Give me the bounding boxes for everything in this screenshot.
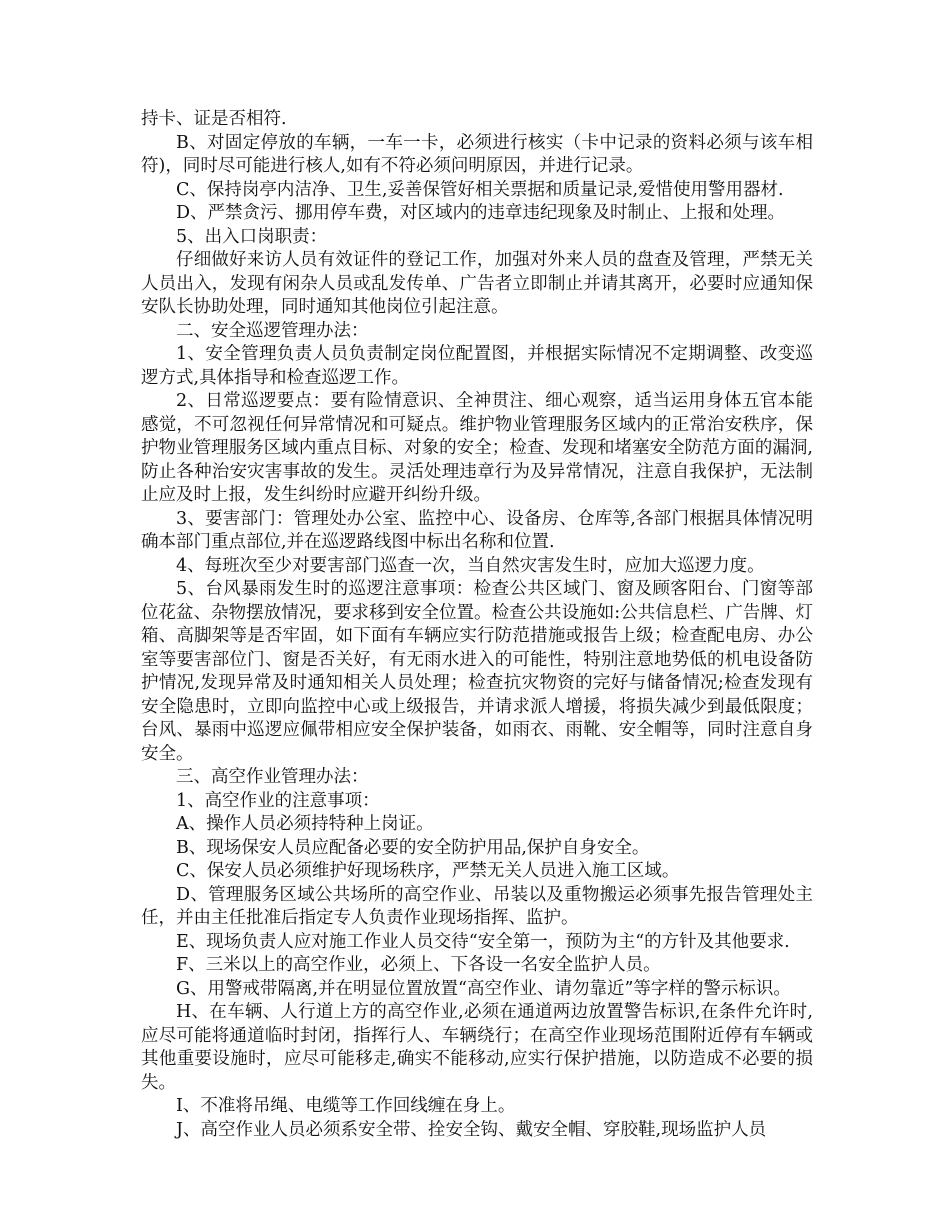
section-heading: 二、安全巡逻管理办法：	[176, 320, 369, 341]
paragraph: D、严禁贪污、挪用停车费，对区域内的违章违纪现象及时制止、上报和处理。	[176, 203, 786, 223]
paragraph: 3、要害部门：管理处办公室、监控中心、设备房、仓库等,各部门根据具体情况明确本部门重点部位,并在巡逻路线图中标出名称和位置.	[141, 508, 813, 552]
paragraph: E、现场负责人应对施工作业人员交待“安全第一，预防为主“的方针及其他要求.	[176, 931, 790, 952]
paragraph: F、三米以上的高空作业，必须上、下各设一名安全监护人员。	[176, 955, 661, 975]
paragraph: G、用警戒带隔离,并在明显位置放置“高空作业、请勿靠近”等字样的警示标识。	[176, 978, 791, 999]
paragraph: 1、安全管理负责人员负责制定岗位配置图，并根据实际情况不定期调整、改变巡逻方式,具体指导和检查巡逻工作。	[141, 344, 813, 388]
paragraph: I、不准将吊绳、电缆等工作回线缠在身上。	[176, 1096, 516, 1116]
section-heading: 三、高空作业管理办法：	[176, 767, 369, 787]
paragraph: A、操作人员必须持特种上岗证。	[176, 814, 434, 834]
paragraph: D、管理服务区域公共场所的高空作业、吊装以及重物搬运必须事先报告管理处主任，并由主任批准后指定专人负责作业现场指挥、监护。	[141, 884, 813, 928]
document-body	[141, 108, 813, 1142]
paragraph: 1、高空作业的注意事项：	[176, 790, 380, 811]
paragraph: H、在车辆、人行道上方的高空作业,必须在通道两边放置警告标识,在条件允许时,应尽可能将通道临时封闭，指挥行人、车辆绕行；在高空作业现场范围附近停有车辆或其他重要设施时，应尽可能移走,确实不能移动,应实行保护措施，以防造成不必要的损失。	[141, 1002, 813, 1093]
paragraph: 持卡、证是否相符.	[141, 109, 287, 129]
paragraph: 仔细做好来访人员有效证件的登记工作，加强对外来人员的盘查及管理，严禁无关人员出入，发现有闲杂人员或乱发传单、广告者立即制止并请其离开，必要时应通知保安队长协助处理，同时通知其他岗位引起注意。	[141, 250, 813, 317]
paragraph: 5、出入口岗职责：	[176, 226, 328, 247]
paragraph: 4、每班次至少对要害部门巡查一次，当自然灾害发生时，应加大巡逻力度。	[176, 555, 765, 576]
paragraph: C、保持岗亭内洁净、卫生,妥善保管好相关票据和质量记录,爱惜使用警用器材.	[176, 179, 784, 200]
paragraph: B、对固定停放的车辆，一车一卡，必须进行核实（卡中记录的资料必须与该车相符)，同时尽可能进行核人,如有不符必须问明原因，并进行记录。	[141, 132, 813, 176]
paragraph: 5、台风暴雨发生时的巡逻注意事项：检查公共区域门、窗及顾客阳台、门窗等部位花盆、杂物摆放情况，要求移到安全位置。检查公共设施如:公共信息栏、广告牌、灯箱、高脚架等是否牢固，如下面有车辆应实行防范措施或报告上级；检查配电房、办公室等要害部位门、窗是否关好，有无雨水进入的可能性，特别注意地势低的机电设备防护情况,发现异常及时通知相关人员处理；检查抗灾物资的完好与储备情况;检查发现有安全隐患时，立即向监控中心或上级报告，并请求派人增援，将损失减少到最低限度；台风、暴雨中巡逻应佩带相应安全保护装备，如雨衣、雨靴、安全帽等，同时注意自身安全。	[141, 579, 813, 764]
paragraph: J、高空作业人员必须系安全带、拴安全钩、戴安全帽、穿胶鞋,现场监护人员	[176, 1119, 767, 1140]
paragraph: B、现场保安人员应配备必要的安全防护用品,保护自身安全。	[176, 837, 650, 858]
paragraph: 2、日常巡逻要点：要有险情意识、全神贯注、细心观察，适当运用身体五官本能感觉，不可忽视任何异常情况和可疑点。维护物业管理服务区域内的正常治安秩序，保护物业管理服务区域内重点目标、对象的安全；检查、发现和堵塞安全防范方面的漏洞,防止各种治安灾害事故的发生。灵活处理违章行为及异常情况，注意自我保护，无法制止应及时上报，发生纠纷时应避开纠纷升级。	[141, 391, 813, 505]
paragraph: C、保安人员必须维护好现场秩序，严禁无关人员进入施工区域。	[176, 861, 680, 881]
